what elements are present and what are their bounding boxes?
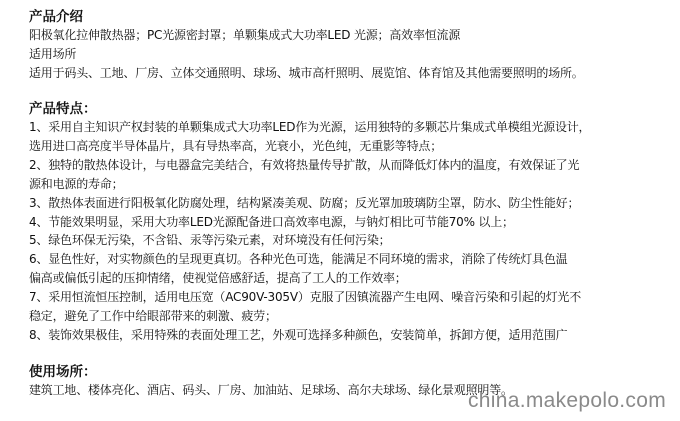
- features-line-6: 4、节能效果明显，采用大功率LED光源配备进口高效率电源，与钠灯相比可节能70% 以上；: [29, 214, 514, 229]
- features-section: [29, 101, 669, 345]
- intro-line-1: 阳极氧化拉伸散热器；PC光源密封罩；单颗集成式大功率LED 光源；高效率恒流源: [29, 28, 461, 42]
- features-line-10: 7、采用恒流恒压控制，适用电压宽（AC90V-305V）克服了因镇流器产生电网、噪音污染和引起的灯光不: [29, 290, 582, 305]
- intro-heading: 产品介绍: [29, 9, 83, 25]
- features-line-12: 8、装饰效果极佳，采用特殊的表面处理工艺，外观可选择多种颜色，安装简单，拆卸方便，适用范围广: [29, 327, 568, 342]
- features-heading: 产品特点：: [29, 101, 97, 117]
- features-line-5: 3、散热体表面进行阳极氧化防腐处理，结构紧凑美观、防腐；反光罩加玻璃防尘罩，防水、防尘性能好；: [29, 195, 580, 210]
- intro-line-2: 适用场所: [29, 47, 77, 61]
- features-line-3: 2、独特的散热体设计，与电器盒完美结合，有效将热量传导扩散，从而降低灯体内的温度，有效保证了光: [29, 157, 580, 172]
- features-line-9: 偏高或偏低引起的压抑情绪，使视觉倍感舒适，提高了工人的工作效率；: [29, 271, 407, 286]
- intro-section: [29, 9, 669, 83]
- usage-line-1: 建筑工地、楼体亮化、酒店、码头、厂房、加油站、足球场、高尔夫球场、绿化景观照明等。: [29, 383, 513, 397]
- features-line-11: 稳定，避免了工作中给眼部带来的刺激、疲劳；: [29, 309, 277, 324]
- features-line-8: 6、显色性好，对实物颜色的呈现更真切。各种光色可选，能满足不同环境的需求，消除了传统灯具色温: [29, 252, 568, 267]
- features-line-4: 源和电源的寿命；: [29, 176, 124, 191]
- features-line-1: 1、采用自主知识产权封装的单颗集成式大功率LED作为光源，运用独特的多颗芯片集成式单模组光源设计，: [29, 120, 591, 134]
- features-line-7: 5、绿色环保无污染，不含铅、汞等污染元素，对环境没有任何污染；: [29, 233, 391, 248]
- features-line-2: 选用进口高亮度半导体晶片，具有导热率高，光衰小，光色纯，无重影等特点；: [29, 138, 443, 153]
- usage-heading: 使用场所：: [29, 364, 97, 380]
- watermark: china.makepolo.com: [468, 389, 666, 412]
- intro-line-3: 适用于码头、工地、厂房、立体交通照明、球场、城市高杆照明、展览馆、体育馆及其他需要照明的场所。: [29, 66, 584, 80]
